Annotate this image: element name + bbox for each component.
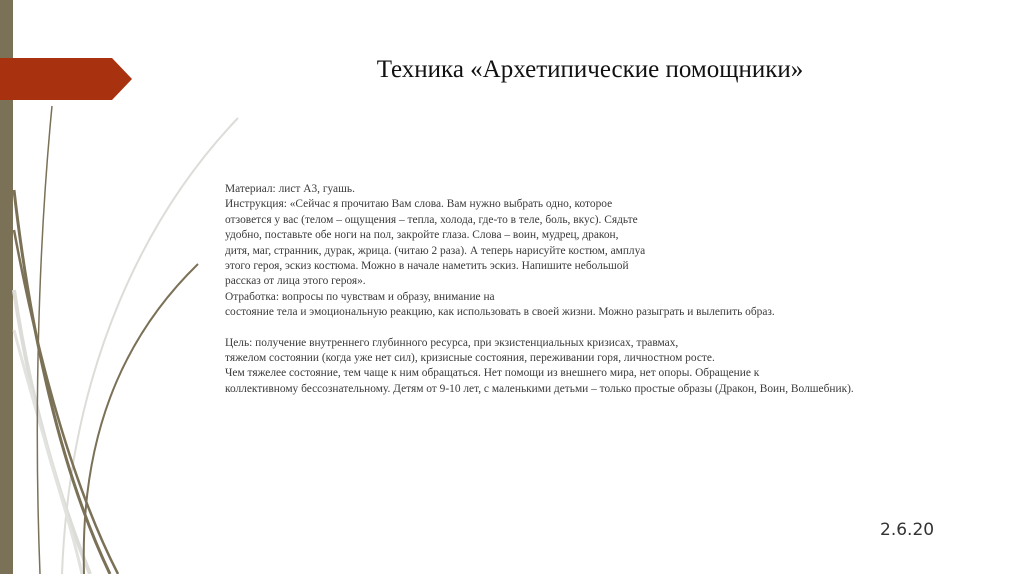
slide-body xyxy=(225,182,985,397)
body-line: Отработка: вопросы по чувствам и образу, внимание на xyxy=(225,290,495,303)
body-line: тяжелом состоянии (когда уже нет сил), кризисные состояния, переживании горя, личностном росте. xyxy=(225,352,715,365)
body-line: дитя, маг, странник, дурак, жрица. (читаю 2 раза). А теперь нарисуйте костюм, амплуа xyxy=(225,244,646,257)
body-line: этого героя, эскиз костюма. Можно в начале наметить эскиз. Напишите небольшой xyxy=(225,260,629,273)
paragraph-spacer xyxy=(225,321,985,336)
slide-number: 2.6.20 xyxy=(880,520,935,540)
title-arrow-banner xyxy=(0,58,132,100)
body-line: состояние тела и эмоциональную реакцию, как использовать в своей жизни. Можно разыграть и вылепить образ. xyxy=(225,306,775,319)
body-line: рассказ от лица этого героя». xyxy=(225,275,366,288)
body-line: Цель: получение внутреннего глубинного ресурса, при экзистенциальных кризисах, травмах, xyxy=(225,336,679,349)
body-line: Чем тяжелее состояние, тем чаще к ним обращаться. Нет помощи из внешнего мира, нет опоры. Обращение к xyxy=(225,367,760,380)
body-line: коллективному бессознательному. Детям от 9-10 лет, с маленькими детьми – только простые образы (Дракон, Воин, Волшебник). xyxy=(225,382,854,395)
body-line: удобно, поставьте обе ноги на пол, закройте глаза. Слова – воин, мудрец, дракон, xyxy=(225,229,619,242)
body-line: отзовется у вас (телом – ощущения – тепла, холода, где-то в теле, боль, вкус). Сядьте xyxy=(225,213,638,226)
slide-title: Техника «Архетипические помощники» xyxy=(376,56,804,83)
body-line: Материал: лист А3, гуашь. xyxy=(225,183,355,195)
body-line: Инструкция: «Сейчас я прочитаю Вам слова. Вам нужно выбрать одно, которое xyxy=(225,198,613,211)
